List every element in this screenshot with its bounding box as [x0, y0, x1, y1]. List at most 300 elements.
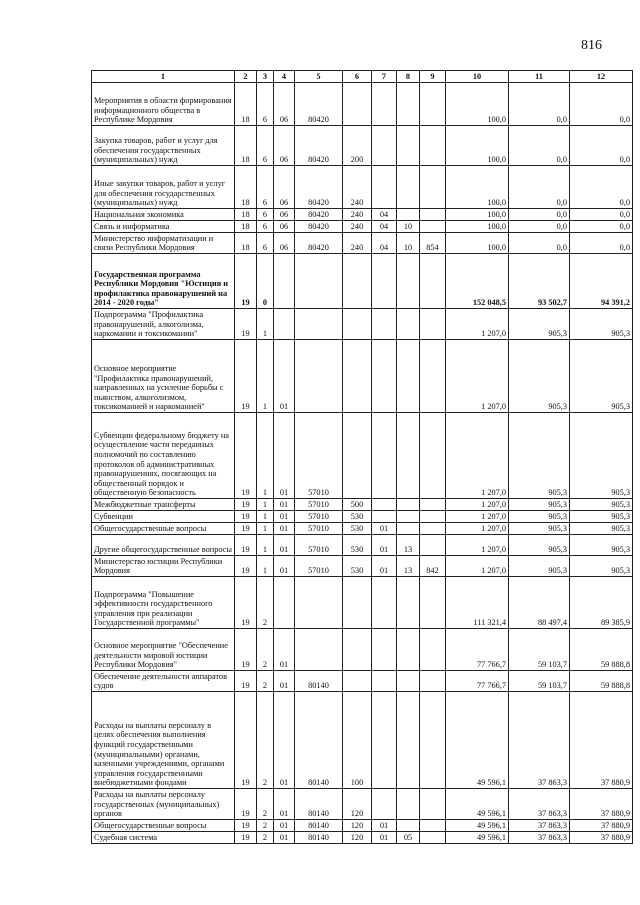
amount-cell: 37 880,9: [570, 820, 633, 832]
amount-cell: 905,3: [509, 535, 570, 556]
expense-name: Основное мероприятие "Профилактика правонарушений, направленных на усиление борьбы с пьянством, алкоголизмом, токсикоманией и наркоманией": [92, 340, 235, 413]
amount-cell: 0,0: [509, 83, 570, 126]
code-cell: [274, 309, 295, 340]
code-cell: [397, 692, 420, 789]
code-cell: [372, 692, 397, 789]
code-cell: 80420: [295, 83, 343, 126]
column-header: 9: [420, 71, 446, 83]
code-cell: [397, 789, 420, 820]
code-cell: 06: [274, 221, 295, 233]
code-cell: 01: [274, 511, 295, 523]
amount-cell: 88 497,4: [509, 577, 570, 629]
code-cell: [372, 166, 397, 209]
code-cell: [420, 832, 446, 844]
amount-cell: 0,0: [570, 209, 633, 221]
expense-name: Основное мероприятие "Обеспечение деятельности мировой юстиции Республики Мордовия": [92, 629, 235, 671]
code-cell: 19: [235, 789, 257, 820]
code-cell: [420, 629, 446, 671]
code-cell: 01: [372, 523, 397, 535]
code-cell: 80140: [295, 692, 343, 789]
amount-cell: 37 863,3: [509, 692, 570, 789]
code-cell: [295, 309, 343, 340]
amount-cell: 0,0: [509, 166, 570, 209]
code-cell: 19: [235, 535, 257, 556]
code-cell: [397, 629, 420, 671]
amount-cell: 0,0: [570, 166, 633, 209]
code-cell: [420, 820, 446, 832]
expense-name: Иные закупки товаров, работ и услуг для обеспечения государственных (муниципальных) нужд: [92, 166, 235, 209]
amount-cell: 905,3: [509, 523, 570, 535]
code-cell: 6: [257, 126, 274, 166]
code-cell: [420, 523, 446, 535]
code-cell: [295, 577, 343, 629]
code-cell: 240: [343, 233, 372, 254]
code-cell: [420, 499, 446, 511]
code-cell: 1: [257, 309, 274, 340]
table-row: [92, 523, 633, 535]
amount-cell: 100,0: [446, 233, 509, 254]
table-row: [92, 166, 633, 209]
code-cell: 530: [343, 535, 372, 556]
table-row: [92, 340, 633, 413]
column-header: 2: [235, 71, 257, 83]
code-cell: 01: [372, 832, 397, 844]
amount-cell: 905,3: [509, 340, 570, 413]
header-row: [92, 71, 633, 83]
code-cell: 854: [420, 233, 446, 254]
code-cell: 13: [397, 535, 420, 556]
amount-cell: 0,0: [509, 221, 570, 233]
code-cell: [372, 511, 397, 523]
expense-name: Подпрограмма "Повышение эффективности государственного управления при реализации Государственной программы": [92, 577, 235, 629]
code-cell: [372, 340, 397, 413]
code-cell: 01: [274, 523, 295, 535]
code-cell: 19: [235, 340, 257, 413]
code-cell: 19: [235, 832, 257, 844]
amount-cell: 77 766,7: [446, 671, 509, 692]
code-cell: [420, 671, 446, 692]
code-cell: 2: [257, 671, 274, 692]
amount-cell: 1 207,0: [446, 499, 509, 511]
code-cell: 80420: [295, 221, 343, 233]
code-cell: 530: [343, 523, 372, 535]
code-cell: 80140: [295, 671, 343, 692]
code-cell: 80140: [295, 820, 343, 832]
code-cell: [295, 254, 343, 309]
expense-name: Подпрограмма "Профилактика правонарушений, алкоголизма, наркомании и токсикомании": [92, 309, 235, 340]
amount-cell: 59 103,7: [509, 671, 570, 692]
code-cell: [372, 413, 397, 499]
code-cell: 18: [235, 233, 257, 254]
code-cell: 80420: [295, 166, 343, 209]
amount-cell: 49 596,1: [446, 692, 509, 789]
amount-cell: 0,0: [570, 221, 633, 233]
code-cell: 19: [235, 413, 257, 499]
code-cell: [372, 789, 397, 820]
code-cell: 2: [257, 820, 274, 832]
code-cell: 6: [257, 166, 274, 209]
amount-cell: 905,3: [509, 556, 570, 577]
amount-cell: 100,0: [446, 83, 509, 126]
amount-cell: 77 766,7: [446, 629, 509, 671]
code-cell: [397, 511, 420, 523]
code-cell: 500: [343, 499, 372, 511]
code-cell: [397, 254, 420, 309]
code-cell: [397, 209, 420, 221]
expense-name: Расходы на выплаты персоналу государственных (муниципальных) органов: [92, 789, 235, 820]
code-cell: 80420: [295, 209, 343, 221]
amount-cell: 905,3: [570, 523, 633, 535]
code-cell: [420, 209, 446, 221]
code-cell: 19: [235, 523, 257, 535]
code-cell: [420, 692, 446, 789]
code-cell: 01: [274, 499, 295, 511]
code-cell: 1: [257, 556, 274, 577]
table-row: [92, 413, 633, 499]
code-cell: 6: [257, 233, 274, 254]
amount-cell: 100,0: [446, 166, 509, 209]
code-cell: 1: [257, 340, 274, 413]
expense-name: Субвенции федеральному бюджету на осуществление части переданных полномочий по составлению протоколов об административных правонарушениях, посягающих на общественный порядок и общественную безопасность: [92, 413, 235, 499]
amount-cell: 111 321,4: [446, 577, 509, 629]
amount-cell: 1 207,0: [446, 556, 509, 577]
amount-cell: 905,3: [570, 499, 633, 511]
code-cell: [397, 523, 420, 535]
column-header: 12: [570, 71, 633, 83]
code-cell: 04: [372, 209, 397, 221]
expense-name: Государственная программа Республики Мордовия "Юстиция и профилактика правонарушений на 2014 - 2020 годы": [92, 254, 235, 309]
code-cell: [420, 511, 446, 523]
table-row: [92, 83, 633, 126]
code-cell: 06: [274, 83, 295, 126]
code-cell: 0: [257, 254, 274, 309]
code-cell: 19: [235, 254, 257, 309]
code-cell: 100: [343, 692, 372, 789]
expense-name: Национальная экономика: [92, 209, 235, 221]
column-header: 5: [295, 71, 343, 83]
code-cell: 19: [235, 820, 257, 832]
table-row: [92, 511, 633, 523]
code-cell: [397, 309, 420, 340]
code-cell: 6: [257, 209, 274, 221]
code-cell: 01: [274, 629, 295, 671]
expense-name: Субвенции: [92, 511, 235, 523]
amount-cell: 905,3: [570, 309, 633, 340]
code-cell: 01: [274, 789, 295, 820]
code-cell: [420, 126, 446, 166]
code-cell: [397, 499, 420, 511]
table-row: [92, 499, 633, 511]
code-cell: 80420: [295, 126, 343, 166]
code-cell: 01: [274, 340, 295, 413]
code-cell: 57010: [295, 535, 343, 556]
code-cell: [397, 671, 420, 692]
code-cell: [397, 820, 420, 832]
amount-cell: 905,3: [570, 340, 633, 413]
code-cell: [343, 340, 372, 413]
amount-cell: 905,3: [570, 556, 633, 577]
amount-cell: 49 596,1: [446, 820, 509, 832]
amount-cell: 37 863,3: [509, 832, 570, 844]
code-cell: 2: [257, 832, 274, 844]
code-cell: 06: [274, 233, 295, 254]
budget-table: [91, 70, 633, 844]
code-cell: [343, 83, 372, 126]
code-cell: 01: [274, 671, 295, 692]
amount-cell: 152 048,5: [446, 254, 509, 309]
expense-name: Расходы на выплаты персоналу в целях обеспечения выполнения функций государственными (муниципальными) органами, казенными учреждениями, органами управления государственными внебюджетными фондами: [92, 692, 235, 789]
code-cell: [372, 309, 397, 340]
code-cell: [274, 577, 295, 629]
code-cell: [397, 340, 420, 413]
code-cell: [372, 83, 397, 126]
amount-cell: 37 863,3: [509, 789, 570, 820]
table-row: [92, 209, 633, 221]
expense-name: Общегосударственные вопросы: [92, 820, 235, 832]
column-header: 4: [274, 71, 295, 83]
amount-cell: 100,0: [446, 126, 509, 166]
amount-cell: 1 207,0: [446, 340, 509, 413]
code-cell: 04: [372, 233, 397, 254]
code-cell: 01: [274, 556, 295, 577]
amount-cell: 100,0: [446, 221, 509, 233]
code-cell: 05: [397, 832, 420, 844]
amount-cell: 100,0: [446, 209, 509, 221]
table-row: [92, 556, 633, 577]
amount-cell: 0,0: [570, 233, 633, 254]
amount-cell: 1 207,0: [446, 413, 509, 499]
code-cell: 01: [274, 692, 295, 789]
code-cell: 6: [257, 221, 274, 233]
expense-name: Другие общегосударственные вопросы: [92, 535, 235, 556]
amount-cell: 1 207,0: [446, 511, 509, 523]
column-header: 11: [509, 71, 570, 83]
code-cell: 18: [235, 126, 257, 166]
code-cell: 01: [372, 556, 397, 577]
code-cell: [420, 83, 446, 126]
amount-cell: 37 880,9: [570, 789, 633, 820]
code-cell: 200: [343, 126, 372, 166]
table-row: [92, 671, 633, 692]
code-cell: [295, 340, 343, 413]
code-cell: [397, 166, 420, 209]
code-cell: 04: [372, 221, 397, 233]
amount-cell: 37 863,3: [509, 820, 570, 832]
code-cell: 18: [235, 83, 257, 126]
code-cell: 19: [235, 671, 257, 692]
amount-cell: 89 385,9: [570, 577, 633, 629]
amount-cell: 1 207,0: [446, 309, 509, 340]
code-cell: 120: [343, 789, 372, 820]
amount-cell: 1 207,0: [446, 535, 509, 556]
code-cell: [420, 340, 446, 413]
amount-cell: 905,3: [570, 413, 633, 499]
code-cell: [397, 413, 420, 499]
code-cell: [420, 413, 446, 499]
table-body: [92, 83, 633, 844]
code-cell: 80140: [295, 832, 343, 844]
amount-cell: 93 502,7: [509, 254, 570, 309]
code-cell: 18: [235, 166, 257, 209]
code-cell: 240: [343, 221, 372, 233]
code-cell: 19: [235, 629, 257, 671]
code-cell: 2: [257, 692, 274, 789]
amount-cell: 0,0: [509, 209, 570, 221]
amount-cell: 94 391,2: [570, 254, 633, 309]
column-header: 3: [257, 71, 274, 83]
code-cell: 1: [257, 535, 274, 556]
amount-cell: 37 880,9: [570, 832, 633, 844]
code-cell: 19: [235, 577, 257, 629]
code-cell: 57010: [295, 523, 343, 535]
expense-name: Обеспечение деятельности аппаратов судов: [92, 671, 235, 692]
code-cell: [420, 789, 446, 820]
amount-cell: 905,3: [509, 309, 570, 340]
amount-cell: 37 880,9: [570, 692, 633, 789]
amount-cell: 59 888,8: [570, 671, 633, 692]
code-cell: 530: [343, 511, 372, 523]
amount-cell: 59 103,7: [509, 629, 570, 671]
code-cell: 530: [343, 556, 372, 577]
code-cell: 01: [274, 535, 295, 556]
expense-name: Министерство информатизации и связи Республики Мордовия: [92, 233, 235, 254]
code-cell: [420, 254, 446, 309]
code-cell: 19: [235, 309, 257, 340]
expense-name: Общегосударственные вопросы: [92, 523, 235, 535]
code-cell: 57010: [295, 556, 343, 577]
code-cell: [372, 671, 397, 692]
code-cell: 1: [257, 511, 274, 523]
code-cell: [372, 254, 397, 309]
code-cell: [420, 166, 446, 209]
code-cell: [372, 577, 397, 629]
column-header: 10: [446, 71, 509, 83]
code-cell: 01: [274, 820, 295, 832]
code-cell: [274, 254, 295, 309]
code-cell: 240: [343, 166, 372, 209]
code-cell: [397, 126, 420, 166]
amount-cell: 49 596,1: [446, 789, 509, 820]
code-cell: 1: [257, 499, 274, 511]
table-row: [92, 126, 633, 166]
code-cell: 01: [372, 820, 397, 832]
amount-cell: 905,3: [570, 535, 633, 556]
table-row: [92, 535, 633, 556]
amount-cell: 0,0: [570, 126, 633, 166]
code-cell: [343, 309, 372, 340]
table-row: [92, 832, 633, 844]
expense-name: Закупка товаров, работ и услуг для обеспечения государственных (муниципальных) нужд: [92, 126, 235, 166]
column-header: 7: [372, 71, 397, 83]
code-cell: [372, 499, 397, 511]
code-cell: 57010: [295, 413, 343, 499]
code-cell: 19: [235, 556, 257, 577]
table-row: [92, 221, 633, 233]
code-cell: 842: [420, 556, 446, 577]
code-cell: 18: [235, 221, 257, 233]
code-cell: 19: [235, 692, 257, 789]
expense-name: Судебная система: [92, 832, 235, 844]
column-header: 8: [397, 71, 420, 83]
code-cell: 57010: [295, 511, 343, 523]
amount-cell: 905,3: [509, 413, 570, 499]
code-cell: 240: [343, 209, 372, 221]
expense-name: Мероприятия в области формирования информационного общества в Республике Мордовия: [92, 83, 235, 126]
amount-cell: 905,3: [509, 499, 570, 511]
amount-cell: 0,0: [509, 126, 570, 166]
code-cell: [397, 83, 420, 126]
amount-cell: 49 596,1: [446, 832, 509, 844]
amount-cell: 59 888,8: [570, 629, 633, 671]
code-cell: 13: [397, 556, 420, 577]
code-cell: [343, 577, 372, 629]
code-cell: [372, 126, 397, 166]
table-row: [92, 577, 633, 629]
code-cell: 120: [343, 832, 372, 844]
amount-cell: 1 207,0: [446, 523, 509, 535]
code-cell: 57010: [295, 499, 343, 511]
code-cell: 80140: [295, 789, 343, 820]
code-cell: 10: [397, 233, 420, 254]
amount-cell: 0,0: [570, 83, 633, 126]
code-cell: 01: [274, 413, 295, 499]
table-row: [92, 820, 633, 832]
code-cell: [343, 413, 372, 499]
table-row: [92, 309, 633, 340]
expense-name: Связь и информатика: [92, 221, 235, 233]
column-header: 6: [343, 71, 372, 83]
code-cell: 01: [372, 535, 397, 556]
code-cell: 19: [235, 499, 257, 511]
code-cell: 06: [274, 166, 295, 209]
code-cell: 06: [274, 126, 295, 166]
code-cell: [420, 577, 446, 629]
table-row: [92, 629, 633, 671]
code-cell: [420, 221, 446, 233]
code-cell: 1: [257, 523, 274, 535]
code-cell: 2: [257, 577, 274, 629]
code-cell: 18: [235, 209, 257, 221]
table-row: [92, 692, 633, 789]
amount-cell: 905,3: [509, 511, 570, 523]
expense-name: Межбюджетные трансферты: [92, 499, 235, 511]
code-cell: 06: [274, 209, 295, 221]
column-header: 1: [92, 71, 235, 83]
code-cell: 1: [257, 413, 274, 499]
code-cell: [343, 629, 372, 671]
expense-name: Министерство юстиции Республики Мордовия: [92, 556, 235, 577]
code-cell: [343, 671, 372, 692]
code-cell: 6: [257, 83, 274, 126]
code-cell: [420, 535, 446, 556]
code-cell: 10: [397, 221, 420, 233]
table-row: [92, 233, 633, 254]
table-row: [92, 254, 633, 309]
table-row: [92, 789, 633, 820]
amount-cell: 905,3: [570, 511, 633, 523]
amount-cell: 0,0: [509, 233, 570, 254]
code-cell: [343, 254, 372, 309]
code-cell: 19: [235, 511, 257, 523]
code-cell: 120: [343, 820, 372, 832]
code-cell: 2: [257, 629, 274, 671]
page-number: 816: [581, 38, 602, 53]
code-cell: 80420: [295, 233, 343, 254]
code-cell: [397, 577, 420, 629]
code-cell: 2: [257, 789, 274, 820]
code-cell: [420, 309, 446, 340]
code-cell: [295, 629, 343, 671]
